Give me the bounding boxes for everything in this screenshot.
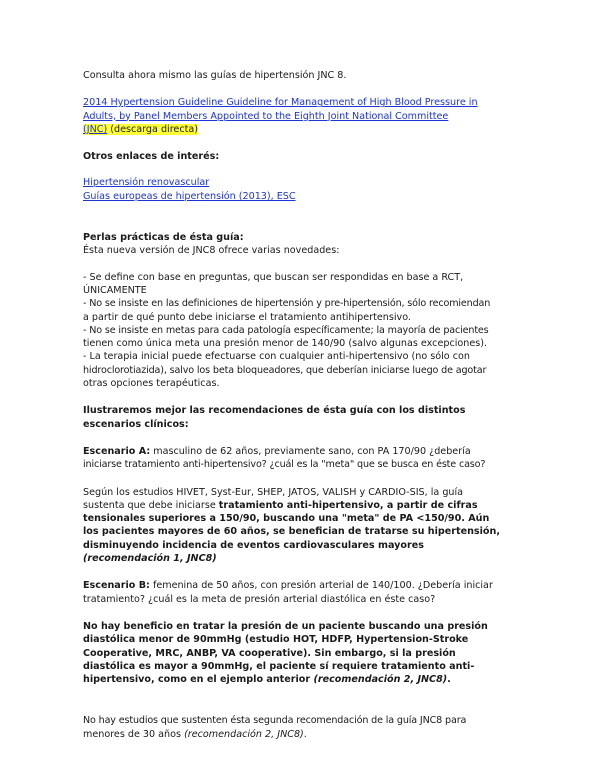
jnc8-guideline-link[interactable] xyxy=(83,96,528,136)
download-note: (descarga directa) xyxy=(110,123,198,135)
link-esc-guidelines[interactable]: Guías europeas de hipertensión (2013), ESC xyxy=(83,190,296,202)
recommendation-2-citation: (recomendación 2, JNC8) xyxy=(313,674,448,686)
scenario-a-label: Escenario A: xyxy=(83,445,151,457)
other-links-heading: Otros enlaces de interés: xyxy=(83,151,220,163)
jnc8-link-line2[interactable]: Adults, by Panel Members Appointed to the Eighth Joint National Committee xyxy=(83,110,449,122)
perlas-line: - Se define con base en preguntas, que buscan ser respondidas en base a RCT, xyxy=(83,271,464,283)
perlas-intro: Ésta nueva versión de JNC8 ofrece varias novedades: xyxy=(83,245,340,257)
document-page xyxy=(83,69,528,741)
recommendation-1-citation: (recomendación 1, JNC8) xyxy=(83,553,217,565)
scenario-b: Escenario B: femenina de 50 años, con presión arterial de 140/100. ¿Debería iniciar tratamiento? ¿cuál es la meta de presión arterial diastólica en éste caso? xyxy=(83,580,493,605)
perlas-line: - No se insiste en metas para cada patología específicamente; la mayoría de pacientes xyxy=(83,324,489,336)
perlas-line: tienen como única meta una presión menor de 140/90 (salvo algunas excepciones). xyxy=(83,338,488,350)
scenario-b-label: Escenario B: xyxy=(83,580,150,592)
scenario-a-evidence: Según los estudios HIVET, Syst-Eur, SHEP, JATOS, VALISH y CARDIO-SIS, la guía sustenta que debe iniciarse tratamiento anti-hipertensivo, a partir de cifras tensionales superiores a 150/90, buscando una "meta" de PA <150/90. Aún los pacientes mayores de 60 años, se benefician de tratarse su hipertensión, disminuyendo incidencia de eventos cardiovasculares mayores (recomendación 1, JNC8) xyxy=(83,486,500,565)
perlas-line: ÚNICAMENTE xyxy=(83,284,147,296)
highlight xyxy=(83,124,198,135)
perlas-line: a partir de qué punto debe iniciarse el tratamiento antihipertensivo. xyxy=(83,311,411,323)
perlas-heading: Perlas prácticas de ésta guía: xyxy=(83,232,244,244)
jnc8-link-line3[interactable]: (JNC) xyxy=(83,123,108,135)
scenario-b-answer: No hay beneficio en tratar la presión de un paciente buscando una presión diastólica menor de 90mmHg (estudio HOT, HDFP, Hypertension-Stroke Cooperative, MRC, ANBP, VA cooperative). Sin embargo, si la presión diastólica es mayor a 90mmHg, el paciente sí requiere tratamiento anti- hipertensivo, como en el ejemplo anterior (recomendación 2, JNC8). xyxy=(83,620,488,686)
scenario-a: Escenario A: masculino de 62 años, previamente sano, con PA 170/90 ¿debería iniciarse tratamiento anti-hipertensivo? ¿cuál es la "meta" que se busca en éste caso? xyxy=(83,445,486,471)
recommendation-2-citation-closing: (recomendación 2, JNC8) xyxy=(184,728,304,740)
other-links-list xyxy=(83,176,528,203)
scenarios-heading: Ilustraremos mejor las recomendaciones de ésta guía con los distintos escenarios clínicos: xyxy=(83,405,466,430)
link-renovascular[interactable]: Hipertensión renovascular xyxy=(83,177,210,189)
intro-text: Consulta ahora mismo las guías de hipertensión JNC 8. xyxy=(83,70,347,81)
closing-note: No hay estudios que sustenten ésta segunda recomendación de la guía JNC8 para menores de 30 años (recomendación 2, JNC8). xyxy=(83,715,467,740)
perlas-line: - No se insiste en las definiciones de hipertensión y pre-hipertensión, sólo recomiendan xyxy=(83,298,491,310)
perlas-line: hidroclorotiazida), salvo los beta bloqueadores, que deberían iniciarse luego de agotar xyxy=(83,364,487,376)
perlas-list xyxy=(83,271,528,391)
perlas-line: otras opciones terapéuticas. xyxy=(83,378,220,390)
perlas-line: - La terapia inicial puede efectuarse con cualquier anti-hipertensivo (no sólo con xyxy=(83,351,470,363)
jnc8-link-line1[interactable]: 2014 Hypertension Guideline Guideline for Management of High Blood Pressure in xyxy=(83,97,478,109)
